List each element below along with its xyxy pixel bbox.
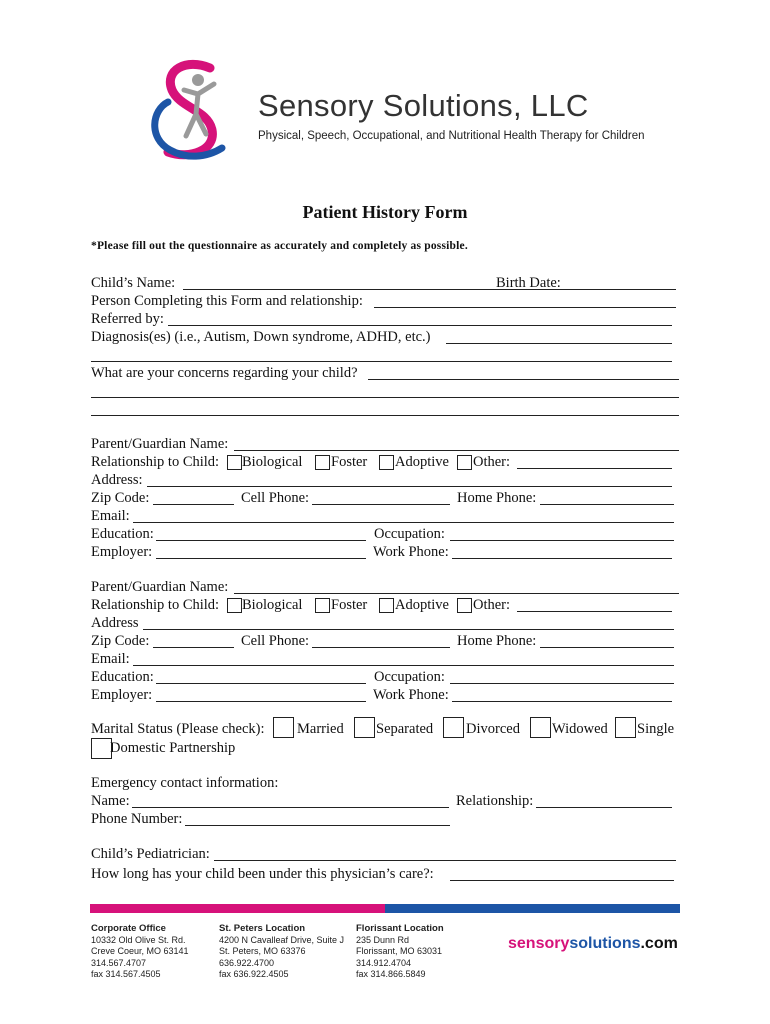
emergency-relationship-field[interactable] [536, 807, 672, 808]
marital-widowed-label: Widowed [552, 721, 608, 737]
marital-married-checkbox[interactable] [273, 717, 294, 738]
guardian2-adoptive-checkbox[interactable] [379, 598, 394, 613]
guardian2-home-field[interactable] [540, 647, 674, 648]
guardian1-occupation-field[interactable] [450, 540, 674, 541]
florissant-fax: fax 314.866.5849 [356, 969, 426, 979]
corporate-phone: 314.567.4707 [91, 957, 147, 968]
guardian1-employer-field[interactable] [156, 558, 366, 559]
pediatrician-duration-label: How long has your child been under this physician’s care?: [91, 866, 434, 882]
emergency-name-field[interactable] [132, 807, 449, 808]
guardian1-foster-label: Foster [331, 454, 368, 470]
guardian2-email-field[interactable] [133, 665, 674, 666]
brand-name: Sensory Solutions, LLC [258, 88, 589, 123]
guardian2-employer-field[interactable] [156, 701, 366, 702]
florissant-address-1: 235 Dunn Rd [356, 934, 410, 945]
guardian2-biological-checkbox[interactable] [227, 598, 242, 613]
marital-single-label: Single [637, 721, 675, 737]
diagnosis-extra-line[interactable] [91, 361, 672, 362]
guardian2-address-label: Address [91, 615, 139, 631]
stpeters-address-2: St. Peters, MO 63376 [219, 946, 306, 956]
guardian2-biological-label: Biological [242, 597, 303, 613]
guardian2-relationship-label: Relationship to Child: [91, 597, 220, 613]
guardian2-zip-field[interactable] [153, 647, 234, 648]
emergency-phone-field[interactable] [185, 825, 450, 826]
corporate-address-2: Creve Coeur, MO 63141 [91, 946, 189, 956]
corporate-fax: fax 314.567.4505 [91, 969, 161, 979]
website-part-solutions: solutions [569, 935, 641, 952]
guardian2-cell-field[interactable] [312, 647, 450, 648]
emergency-name-label: Name: [91, 793, 130, 809]
concerns-line-2[interactable] [91, 397, 679, 398]
guardian1-education-field[interactable] [156, 540, 366, 541]
pediatrician-field[interactable] [214, 860, 676, 861]
concerns-label: What are your concerns regarding your child? [91, 365, 358, 381]
guardian2-home-label: Home Phone: [457, 633, 537, 649]
emergency-heading: Emergency contact information: [91, 775, 279, 791]
guardian1-home-field[interactable] [540, 504, 674, 505]
corporate-title: Corporate Office [91, 923, 166, 934]
stpeters-address-1: 4200 N Cavalleaf Drive, Suite J [219, 934, 345, 945]
guardian2-address-field[interactable] [143, 629, 674, 630]
guardian2-zip-label: Zip Code: [91, 633, 150, 649]
referred-by-label: Referred by: [91, 311, 164, 327]
guardian1-employer-label: Employer: [91, 544, 153, 560]
guardian1-home-label: Home Phone: [457, 490, 537, 506]
form-instruction: *Please fill out the questionnaire as accurately and completely as possible. [91, 240, 468, 252]
florissant-phone: 314.912.4704 [356, 957, 412, 968]
guardian2-occupation-label: Occupation: [374, 669, 445, 685]
guardian1-zip-label: Zip Code: [91, 490, 150, 506]
marital-domestic-checkbox[interactable] [91, 738, 112, 759]
stpeters-phone: 636.922.4700 [219, 957, 275, 968]
guardian1-other-field[interactable] [517, 468, 672, 469]
sensory-solutions-logo [146, 58, 246, 164]
corporate-address-1: 10332 Old Olive St. Rd. [91, 934, 186, 945]
florissant-address-2: Florissant, MO 63031 [356, 946, 443, 956]
guardian2-other-label: Other: [473, 597, 511, 613]
guardian2-foster-label: Foster [331, 597, 368, 613]
florissant-title: Florissant Location [356, 923, 444, 934]
footer-bar-blue [385, 904, 680, 913]
guardian1-other-checkbox[interactable] [457, 455, 472, 470]
guardian1-work-field[interactable] [452, 558, 672, 559]
child-name-label: Child’s Name: [91, 275, 176, 291]
form-title: Patient History Form [302, 202, 468, 222]
website-part-sensory: sensory [508, 935, 570, 952]
guardian2-other-field[interactable] [517, 611, 672, 612]
stpeters-fax: fax 636.922.4505 [219, 969, 289, 979]
marital-separated-label: Separated [376, 721, 434, 737]
stpeters-title: St. Peters Location [219, 923, 306, 934]
guardian1-name-label: Parent/Guardian Name: [91, 436, 229, 452]
footer-florissant-location [356, 923, 444, 981]
emergency-phone-label: Phone Number: [91, 811, 183, 827]
diagnosis-field[interactable] [446, 343, 672, 344]
marital-separated-checkbox[interactable] [354, 717, 375, 738]
guardian1-other-label: Other: [473, 454, 511, 470]
guardian2-education-field[interactable] [156, 683, 366, 684]
guardian1-address-label: Address: [91, 472, 143, 488]
guardian1-education-label: Education: [91, 526, 154, 542]
marital-status-label: Marital Status (Please check): [91, 721, 265, 737]
marital-domestic-label: Domestic Partnership [110, 740, 236, 756]
guardian1-adoptive-checkbox[interactable] [379, 455, 394, 470]
guardian1-cell-label: Cell Phone: [241, 490, 310, 506]
guardian2-foster-checkbox[interactable] [315, 598, 330, 613]
guardian2-cell-label: Cell Phone: [241, 633, 310, 649]
guardian1-work-label: Work Phone: [373, 544, 449, 560]
birth-date-field[interactable] [562, 289, 676, 290]
website-link[interactable] [508, 935, 678, 953]
marital-widowed-checkbox[interactable] [530, 717, 551, 738]
guardian2-work-label: Work Phone: [373, 687, 449, 703]
guardian1-name-field[interactable] [234, 450, 679, 451]
guardian1-foster-checkbox[interactable] [315, 455, 330, 470]
birth-date-label: Birth Date: [496, 275, 561, 291]
referred-by-field[interactable] [168, 325, 672, 326]
pediatrician-label: Child’s Pediatrician: [91, 846, 210, 862]
guardian1-biological-label: Biological [242, 454, 303, 470]
guardian1-address-field[interactable] [147, 486, 672, 487]
guardian1-biological-checkbox[interactable] [227, 455, 242, 470]
website-part-domain: .com [640, 935, 678, 952]
guardian2-other-checkbox[interactable] [457, 598, 472, 613]
footer-corporate-office [91, 923, 189, 981]
marital-divorced-label: Divorced [466, 721, 520, 737]
guardian2-adoptive-label: Adoptive [395, 597, 449, 613]
guardian2-name-field[interactable] [234, 593, 679, 594]
concerns-line-3[interactable] [91, 415, 679, 416]
marital-divorced-checkbox[interactable] [443, 717, 464, 738]
person-completing-field[interactable] [374, 307, 676, 308]
guardian2-work-field[interactable] [452, 701, 672, 702]
pediatrician-duration-field[interactable] [450, 880, 674, 881]
diagnosis-label: Diagnosis(es) (i.e., Autism, Down syndrome, ADHD, etc.) [91, 329, 431, 345]
guardian2-education-label: Education: [91, 669, 154, 685]
guardian1-email-field[interactable] [133, 522, 674, 523]
guardian1-email-label: Email: [91, 508, 130, 524]
footer-stpeters-location [219, 923, 344, 981]
guardian1-cell-field[interactable] [312, 504, 450, 505]
emergency-relationship-label: Relationship: [456, 793, 534, 809]
guardian1-adoptive-label: Adoptive [395, 454, 449, 470]
guardian2-employer-label: Employer: [91, 687, 153, 703]
concerns-field[interactable] [368, 379, 679, 380]
marital-married-label: Married [297, 721, 344, 737]
marital-single-checkbox[interactable] [615, 717, 636, 738]
person-completing-label: Person Completing this Form and relationship: [91, 293, 363, 309]
guardian2-occupation-field[interactable] [450, 683, 674, 684]
guardian2-name-label: Parent/Guardian Name: [91, 579, 229, 595]
footer-bar-pink [90, 904, 385, 913]
guardian1-relationship-label: Relationship to Child: [91, 454, 220, 470]
guardian2-email-label: Email: [91, 651, 130, 667]
guardian1-zip-field[interactable] [153, 504, 234, 505]
guardian1-occupation-label: Occupation: [374, 526, 445, 542]
brand-tagline: Physical, Speech, Occupational, and Nutritional Health Therapy for Children [258, 130, 645, 142]
